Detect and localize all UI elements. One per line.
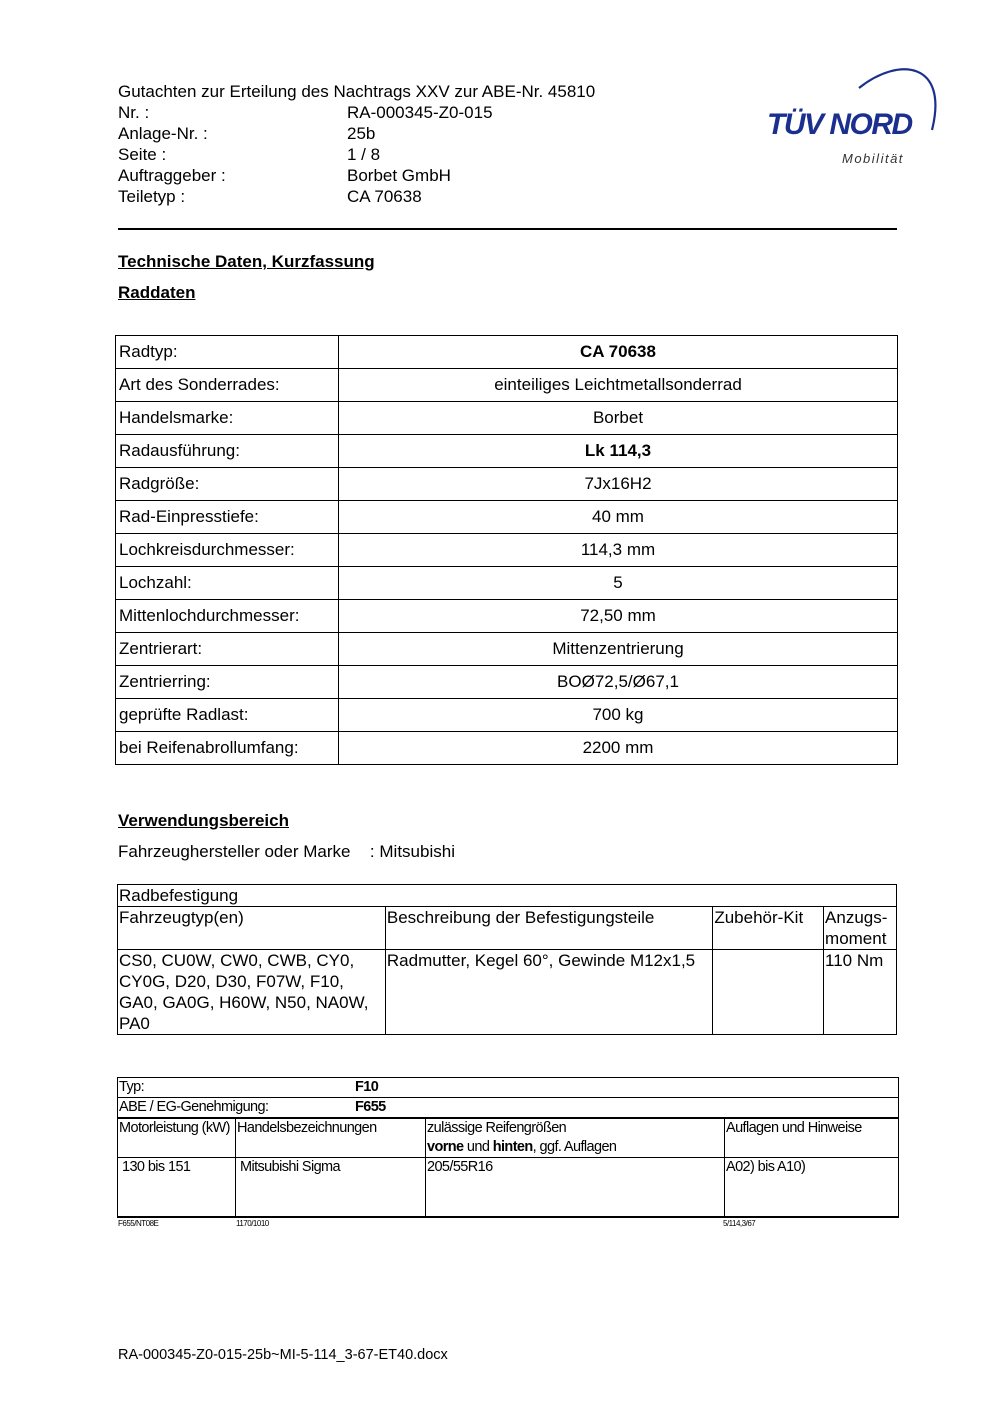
cell-notes: A02) bis A10) bbox=[725, 1158, 899, 1218]
row-value: 114,3 mm bbox=[339, 534, 898, 567]
table-row bbox=[116, 402, 898, 435]
type-value: F10 bbox=[355, 1079, 379, 1095]
table-row bbox=[116, 468, 898, 501]
tuv-nord-logo bbox=[764, 58, 944, 170]
column-header-notes: Auflagen und Hinweise bbox=[725, 1118, 899, 1158]
tyre-header-rest: , ggf. Auflagen bbox=[532, 1139, 617, 1155]
row-value: 700 kg bbox=[339, 699, 898, 732]
cell-accessory-kit bbox=[713, 950, 824, 1035]
table-row bbox=[118, 907, 897, 950]
table-row bbox=[116, 336, 898, 369]
column-header-torque: Anzugs-moment bbox=[824, 907, 897, 950]
table-row bbox=[118, 1118, 899, 1158]
document-filename: RA-000345-Z0-015-25b~MI-5-114_3-67-ET40.docx bbox=[118, 1347, 448, 1363]
section-heading-raddaten: Raddaten bbox=[118, 283, 196, 302]
row-label: Handelsmarke: bbox=[116, 402, 339, 435]
table-row bbox=[118, 885, 897, 907]
row-label: Radgröße: bbox=[116, 468, 339, 501]
header-value-teiletyp: CA 70638 bbox=[347, 187, 422, 206]
type-footnote-1: F655/NT08E bbox=[118, 1219, 159, 1228]
row-value: 7Jx16H2 bbox=[339, 468, 898, 501]
tyre-header-rear: hinten bbox=[492, 1139, 533, 1155]
abe-value: F655 bbox=[355, 1099, 386, 1115]
cell-tyre-sizes: 205/55R16 bbox=[426, 1158, 725, 1218]
header-divider bbox=[118, 228, 897, 230]
type-label: Typ: bbox=[119, 1079, 144, 1095]
table-row bbox=[116, 600, 898, 633]
row-label: Art des Sonderrades: bbox=[116, 369, 339, 402]
header-label-nr: Nr. : bbox=[118, 103, 150, 122]
header-value-auftraggeber: Borbet GmbH bbox=[347, 166, 451, 185]
tyre-header-line-1: zulässige Reifengrößen bbox=[427, 1120, 567, 1136]
cell-description: Radmutter, Kegel 60°, Gewinde M12x1,5 bbox=[385, 950, 712, 1035]
table-row bbox=[118, 1158, 899, 1218]
tyre-header-front: vorne bbox=[427, 1139, 464, 1155]
row-value: 5 bbox=[339, 567, 898, 600]
section-heading-usage: Verwendungsbereich bbox=[118, 811, 289, 830]
cell-trade-names: Mitsubishi Sigma bbox=[236, 1158, 426, 1218]
table-row bbox=[116, 534, 898, 567]
row-label: Rad-Einpresstiefe: bbox=[116, 501, 339, 534]
type-footnote-3: 5/114,3/67 bbox=[723, 1219, 756, 1228]
row-label: Lochkreisdurchmesser: bbox=[116, 534, 339, 567]
column-header-power: Motorleistung (kW) bbox=[118, 1118, 236, 1158]
row-value: Borbet bbox=[339, 402, 898, 435]
header-label-seite: Seite : bbox=[118, 145, 167, 164]
row-value: BOØ72,5/Ø67,1 bbox=[339, 666, 898, 699]
row-value: einteiliges Leichtmetallsonderrad bbox=[339, 369, 898, 402]
column-header-trade-names: Handelsbezeichnungen bbox=[236, 1118, 426, 1158]
manufacturer-value: Mitsubishi bbox=[379, 842, 455, 861]
header-value-nr: RA-000345-Z0-015 bbox=[347, 103, 493, 122]
manufacturer-separator: : bbox=[369, 842, 375, 861]
row-label: geprüfte Radlast: bbox=[116, 699, 339, 732]
table-row bbox=[116, 501, 898, 534]
header-value-seite: 1 / 8 bbox=[347, 145, 381, 164]
cell-torque: 110 Nm bbox=[824, 950, 897, 1035]
row-value: Mittenzentrierung bbox=[339, 633, 898, 666]
column-header-tyre-sizes bbox=[426, 1118, 725, 1158]
table-row bbox=[116, 732, 898, 765]
row-label: Zentrierart: bbox=[116, 633, 339, 666]
type-approval-table bbox=[117, 1077, 899, 1218]
manufacturer-label: Fahrzeughersteller oder Marke bbox=[118, 842, 351, 861]
row-value: Lk 114,3 bbox=[339, 435, 898, 468]
row-label: bei Reifenabrollumfang: bbox=[116, 732, 339, 765]
mounting-table bbox=[117, 884, 897, 1035]
row-label: Lochzahl: bbox=[116, 567, 339, 600]
cell-power: 130 bis 151 bbox=[118, 1158, 236, 1218]
table-row bbox=[118, 1078, 899, 1098]
table-row bbox=[116, 567, 898, 600]
table-row bbox=[116, 435, 898, 468]
row-label: Radtyp: bbox=[116, 336, 339, 369]
column-header-accessory-kit: Zubehör-Kit bbox=[713, 907, 824, 950]
table-row bbox=[118, 950, 897, 1035]
header-label-teiletyp: Teiletyp : bbox=[118, 187, 186, 206]
section-heading-technical-data: Technische Daten, Kurzfassung bbox=[118, 252, 375, 271]
cell-vehicle-types: CS0, CU0W, CW0, CWB, CY0, CY0G, D20, D30, F07W, F10, GA0, GA0G, H60W, N50, NA0W, PA0 bbox=[118, 950, 386, 1035]
row-label: Mittenlochdurchmesser: bbox=[116, 600, 339, 633]
type-footnote-2: 1170/1010 bbox=[236, 1219, 269, 1228]
table-row bbox=[116, 699, 898, 732]
table-row bbox=[116, 666, 898, 699]
header-label-auftraggeber: Auftraggeber : bbox=[118, 166, 226, 185]
row-value: 2200 mm bbox=[339, 732, 898, 765]
abe-row bbox=[118, 1098, 899, 1119]
header-value-anlage: 25b bbox=[347, 124, 376, 143]
column-header-description: Beschreibung der Befestigungsteile bbox=[385, 907, 712, 950]
row-value: CA 70638 bbox=[339, 336, 898, 369]
logo-wordmark: TÜV NORD bbox=[767, 108, 912, 141]
abe-label: ABE / EG-Genehmigung: bbox=[119, 1099, 269, 1115]
manufacturer-line bbox=[118, 842, 455, 862]
table-row bbox=[116, 369, 898, 402]
row-value: 72,50 mm bbox=[339, 600, 898, 633]
row-label: Radausführung: bbox=[116, 435, 339, 468]
logo-subtitle: Mobilität bbox=[842, 151, 904, 166]
column-header-vehicle-types: Fahrzeugtyp(en) bbox=[118, 907, 386, 950]
row-label: Zentrierring: bbox=[116, 666, 339, 699]
header-label-anlage: Anlage-Nr. : bbox=[118, 124, 208, 143]
row-value: 40 mm bbox=[339, 501, 898, 534]
table-row bbox=[116, 633, 898, 666]
document-title: Gutachten zur Erteilung des Nachtrags XXV zur ABE-Nr. 45810 bbox=[118, 82, 596, 101]
mounting-title: Radbefestigung bbox=[118, 885, 897, 907]
type-row bbox=[118, 1078, 899, 1098]
table-row bbox=[118, 1098, 899, 1119]
tyre-header-and: und bbox=[463, 1139, 493, 1155]
wheel-data-table bbox=[115, 335, 898, 765]
